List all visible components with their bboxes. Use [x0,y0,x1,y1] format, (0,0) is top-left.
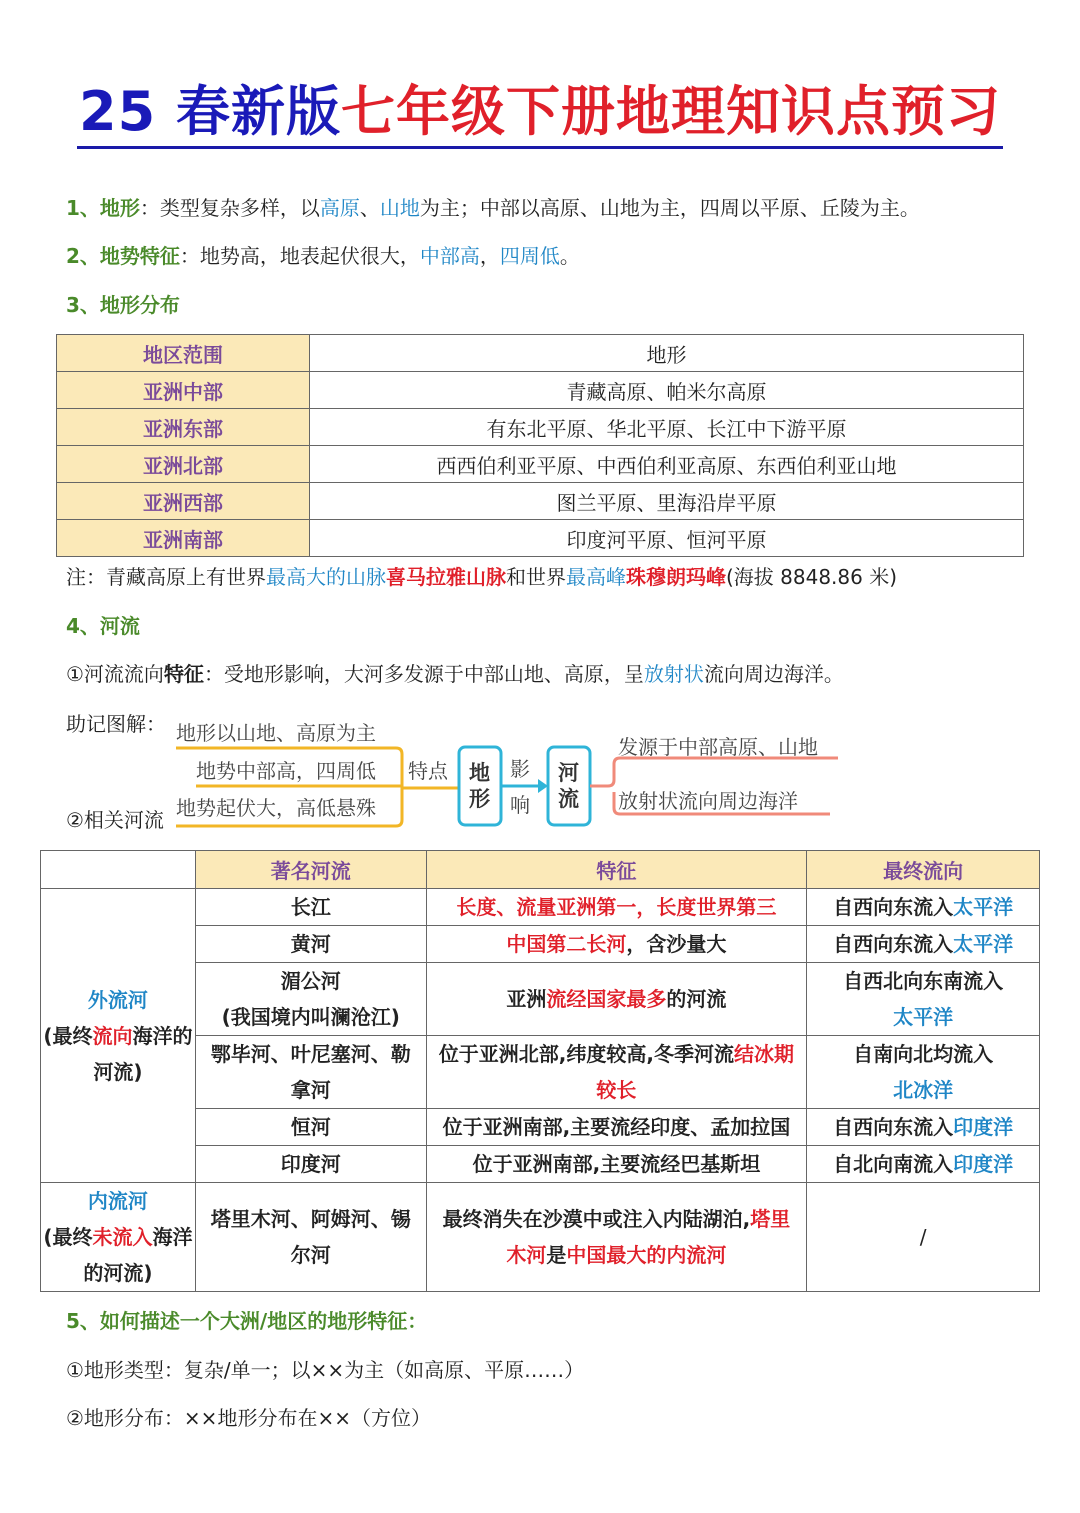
highlight-red: 中国第二长河 [506,932,627,956]
region-cell: 亚洲西部 [57,483,310,520]
table-row [57,409,1024,446]
river-name: 恒河 [195,1109,426,1146]
text: 位于亚洲南部,主要流经印度、孟加拉国 [426,1109,807,1146]
text: ：类型复杂多样，以 [139,196,320,220]
highlight: 山地 [379,196,420,220]
header-cell: 著名河流 [195,851,426,889]
highlight-red: 流向 [92,1023,133,1048]
table-row [57,520,1024,557]
category-cell-inner [41,1183,196,1292]
table-row [41,889,1040,926]
river-name: 印度河 [195,1146,426,1183]
terrain-cell: 西西伯利亚平原、中西伯利亚高原、东西伯利亚山地 [310,446,1024,483]
table-row [57,372,1024,409]
diagram-left-3: 地势起伏大，高低悬殊 [176,796,376,820]
text: 自北向南流入 [833,1152,954,1176]
branch-line [590,758,838,786]
river-name: 塔里木河、阿姆河、锡尔河 [195,1183,426,1292]
highlight: 最高峰 [566,565,626,589]
diagram-box-river [548,747,590,825]
terrain-table [56,334,1024,557]
highlight: 高原 [319,196,360,220]
mnemonic-label: 助记图解： [66,712,166,736]
terrain-cell: 有东北平原、华北平原、长江中下游平原 [310,409,1024,446]
text: 为主；中部以高原、山地为主，四周以平原、丘陵为主。 [419,196,920,220]
river-name: 黄河 [195,926,426,963]
region-cell: 亚洲中部 [57,372,310,409]
highlight-red: 未流入 [92,1225,153,1249]
section-1-label: 1、地形 [66,196,140,220]
section-4 [66,612,140,640]
highlight-red: 珠穆朗玛峰 [626,565,726,589]
text: 、 [359,196,380,220]
diagram-feature: 特点 [408,759,448,783]
river-name: 湄公河 [280,969,341,993]
section-5-label: 5、如何描述一个大洲/地区的地形特征： [66,1309,428,1333]
mnemonic-diagram [170,716,850,832]
text: ：受地形影响，大河多发源于中部山地、高原，呈 [203,662,644,686]
text: 自西向东流入 [833,1115,954,1139]
terrain-cell: 印度河平原、恒河平原 [310,520,1024,557]
section-5 [66,1307,427,1335]
river-feature [66,660,844,688]
text: 海洋的河流) [83,1225,193,1285]
title-blue: 25 春新版 [79,80,341,143]
table-row [57,483,1024,520]
river-alias: (我国境内叫澜沧江) [221,1005,400,1029]
terrain-cell: 青藏高原、帕米尔高原 [310,372,1024,409]
text: ①河流流向 [66,662,164,686]
text: 自西北向东南流入 [843,969,1004,993]
ocean-name: 太平洋 [893,1005,954,1029]
text: 亚洲 [506,987,547,1011]
text: (海拔 8848.86 米) [726,565,898,589]
page-title [0,78,1080,149]
text-bold: 特征 [163,662,204,686]
box1-char2: 形 [469,787,490,811]
text: (最终 [43,1225,93,1249]
related-rivers-label: ②相关河流 [66,808,164,832]
highlight-red: 中国最大的内流河 [566,1243,727,1267]
region-cell: 亚洲北部 [57,446,310,483]
highlight-red: 结冰期较长 [596,1042,795,1102]
diagram-right-2: 放射状流向周边海洋 [618,789,798,813]
category-name: 内流河 [87,1189,148,1213]
ocean-name: 太平洋 [953,932,1014,956]
rivers-table [40,850,1040,1292]
header-cell: 特征 [426,851,807,889]
text: (最终 [43,1023,93,1048]
section-2 [66,242,580,270]
section-4-label: 4、河流 [66,614,140,638]
text: 位于亚洲南部,主要流经巴基斯坦 [426,1146,807,1183]
text: 自西向东流入 [833,895,954,919]
diagram-left-2: 地势中部高，四周低 [196,759,376,783]
diagram-right-1: 发源于中部高原、山地 [618,735,818,759]
text: 最终消失在沙漠中或注入内陆湖泊, [442,1207,751,1231]
text: ， [479,244,500,268]
category-name: 外流河 [87,987,148,1012]
section-2-label: 2、地势特征 [66,244,180,268]
text: 注：青藏高原上有世界 [66,565,266,589]
text: 位于亚洲北部,纬度较高,冬季河流 [438,1042,735,1066]
region-cell: 亚洲南部 [57,520,310,557]
text: 自南向北均流入 [853,1042,994,1066]
title-red: 七年级下册地理知识点预习 [340,80,1001,143]
highlight: 中部高 [419,244,480,268]
text: 。 [559,244,580,268]
table-header [41,851,1040,889]
ocean-name: 太平洋 [953,895,1014,919]
highlight: 四周低 [499,244,560,268]
terrain-cell: 图兰平原、里海沿岸平原 [310,483,1024,520]
table-row [41,1183,1040,1292]
header-cell: 地区范围 [57,335,310,372]
diagram-influence-1: 影 [510,757,530,781]
section-3 [66,291,180,319]
ocean-name: 北冰洋 [893,1078,954,1102]
header-cell: 最终流向 [807,851,1040,889]
note [66,563,897,591]
highlight-red: 流经国家最多 [546,987,667,1011]
section-1 [66,194,920,222]
section-5-item-1: ①地形类型：复杂/单一；以××为主（如高原、平原……） [66,1358,585,1382]
diagram-left-1: 地形以山地、高原为主 [176,721,376,745]
highlight: 放射状 [643,662,704,686]
highlight-red: 长度、流量亚洲第一，长度世界第三 [456,895,777,919]
text: 流向周边海洋。 [703,662,844,686]
text: ，含沙量大 [626,932,727,956]
table-header [57,335,1024,372]
box1-char1: 地 [469,761,490,785]
category-cell-outer [41,889,196,1183]
river-name: 长江 [195,889,426,926]
header-cell: 地形 [310,335,1024,372]
table-row [57,446,1024,483]
highlight: 最高大的山脉 [266,565,386,589]
text: / [807,1183,1040,1292]
box2-char2: 流 [558,787,579,811]
text: ：地势高，地表起伏很大， [179,244,420,268]
text: 是 [546,1243,567,1267]
text: 自西向东流入 [833,932,954,956]
section-3-label: 3、地形分布 [66,293,180,317]
highlight-red: 塔里木河 [506,1207,791,1267]
header-cell [41,851,196,889]
section-5-item-2: ②地形分布：××地形分布在××（方位） [66,1406,431,1430]
region-cell: 亚洲东部 [57,409,310,446]
diagram-influence-2: 响 [510,793,530,817]
text: 和世界 [506,565,566,589]
text: 海洋的河流) [93,1023,193,1084]
ocean-name: 印度洋 [953,1152,1014,1176]
highlight-red: 喜马拉雅山脉 [386,565,506,589]
diagram-box-terrain [459,747,501,825]
text: 的河流 [666,987,727,1011]
river-name: 鄂毕河、叶尼塞河、勒拿河 [195,1036,426,1109]
ocean-name: 印度洋 [953,1115,1014,1139]
box2-char1: 河 [558,761,579,785]
